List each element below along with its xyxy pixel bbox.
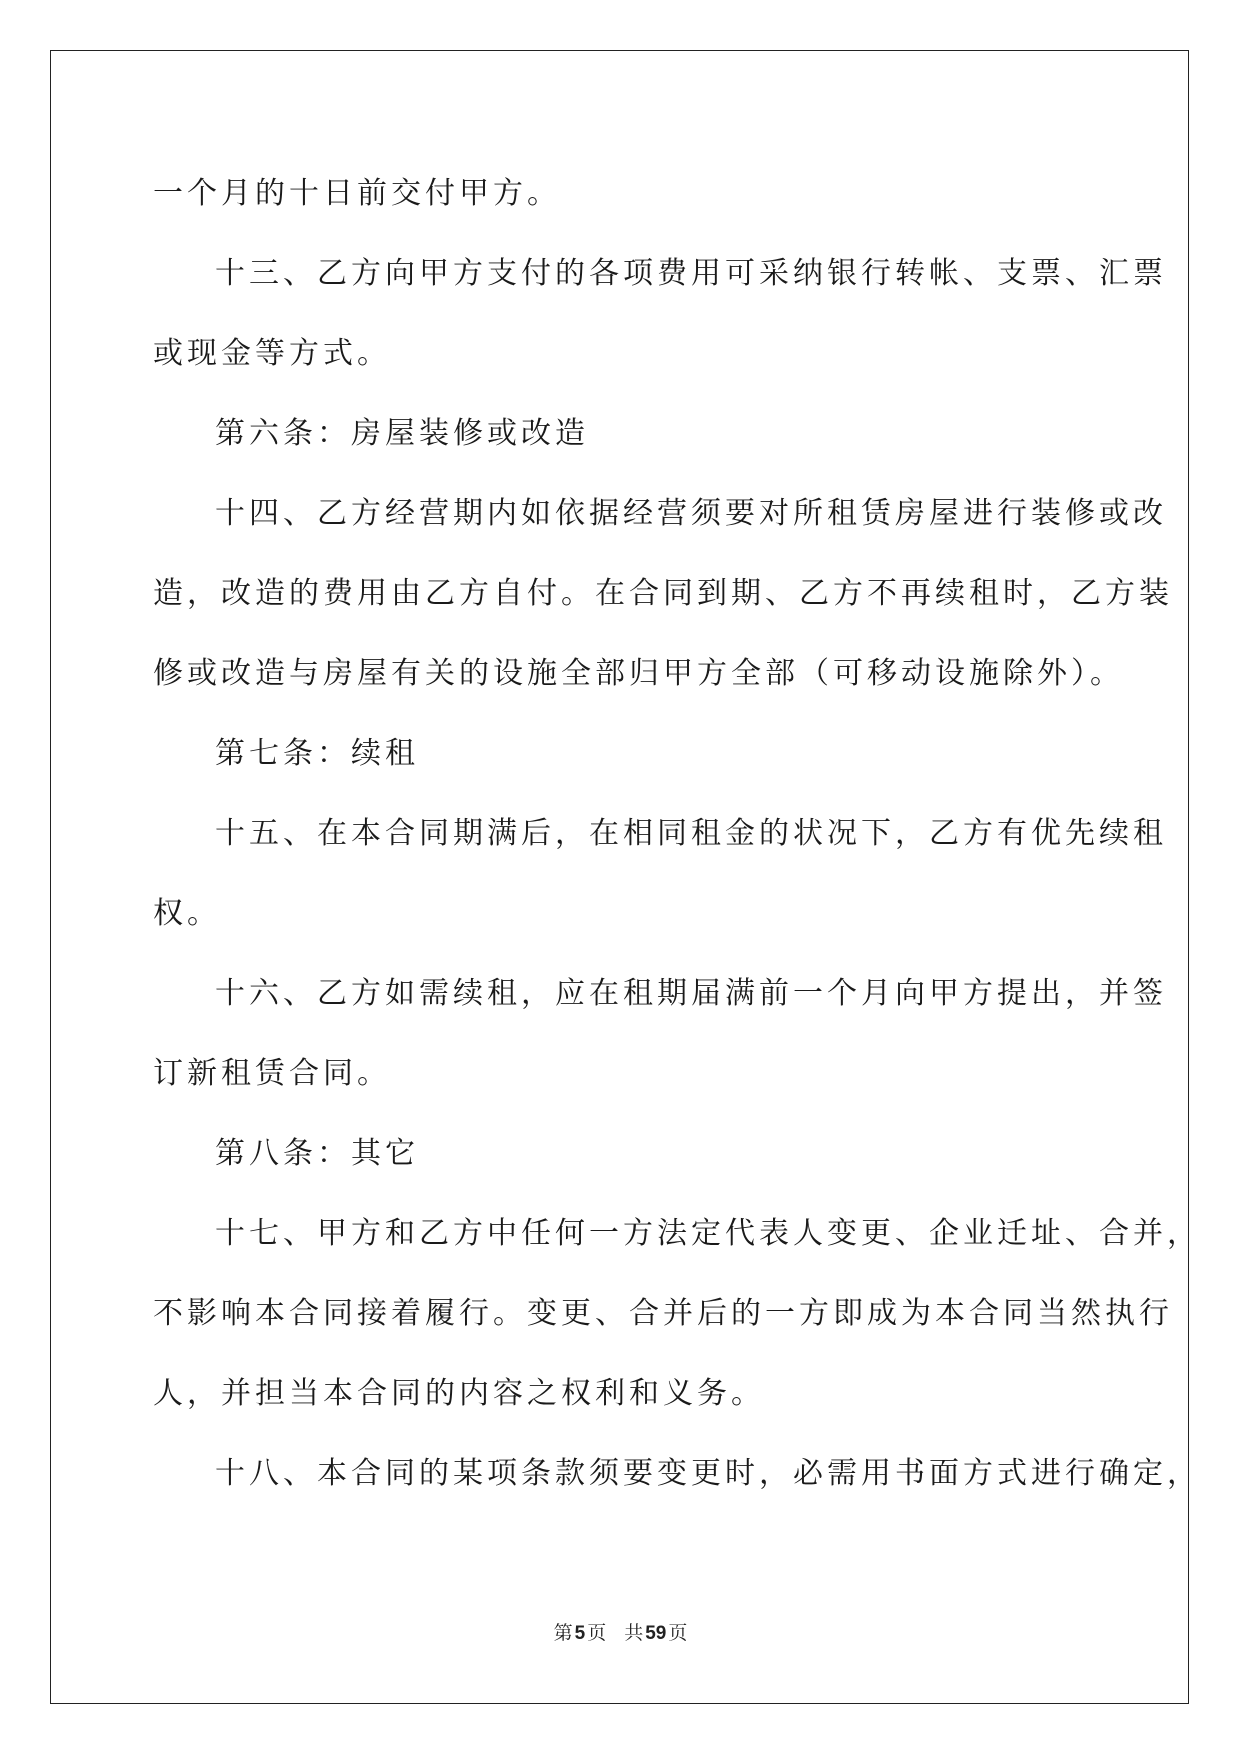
section-heading: 第八条：其它 <box>215 1136 419 1171</box>
text-line: 十四、乙方经营期内如依据经营须要对所租赁房屋进行装修或改 <box>215 496 1167 531</box>
text-line: 不影响本合同接着履行。变更、合并后的一方即成为本合同当然执行 <box>153 1296 1173 1331</box>
total-pages: 59 <box>645 1623 667 1644</box>
text-line: 十三、乙方向甲方支付的各项费用可采纳银行转帐、支票、汇票 <box>215 256 1167 291</box>
page-footer <box>0 1618 1241 1645</box>
text-line: 订新租赁合同。 <box>153 1056 391 1091</box>
footer-prefix: 第 <box>553 1622 573 1644</box>
text-line: 十五、在本合同期满后，在相同租金的状况下，乙方有优先续租 <box>215 816 1167 851</box>
text-line: 一个月的十日前交付甲方。 <box>153 176 561 211</box>
footer-total-prefix: 共 <box>624 1622 644 1644</box>
section-heading: 第六条：房屋装修或改造 <box>215 416 589 451</box>
footer-page-suffix: 页 <box>587 1622 607 1644</box>
section-heading: 第七条：续租 <box>215 736 419 771</box>
text-line: 权。 <box>153 896 221 931</box>
text-line: 十八、本合同的某项条款须要变更时，必需用书面方式进行确定， <box>215 1456 1201 1491</box>
text-line: 修或改造与房屋有关的设施全部归甲方全部（可移动设施除外）。 <box>153 656 1124 691</box>
text-line: 十六、乙方如需续租，应在租期届满前一个月向甲方提出，并签 <box>215 976 1167 1011</box>
text-line: 或现金等方式。 <box>153 336 391 371</box>
page-number: 5 <box>574 1623 586 1644</box>
text-line: 十七、甲方和乙方中任何一方法定代表人变更、企业迁址、合并， <box>215 1216 1201 1251</box>
footer-total-suffix: 页 <box>668 1622 688 1644</box>
document-body <box>153 154 1201 1514</box>
text-line: 造，改造的费用由乙方自付。在合同到期、乙方不再续租时，乙方装 <box>153 576 1173 611</box>
text-line: 人，并担当本合同的内容之权利和义务。 <box>153 1376 765 1411</box>
